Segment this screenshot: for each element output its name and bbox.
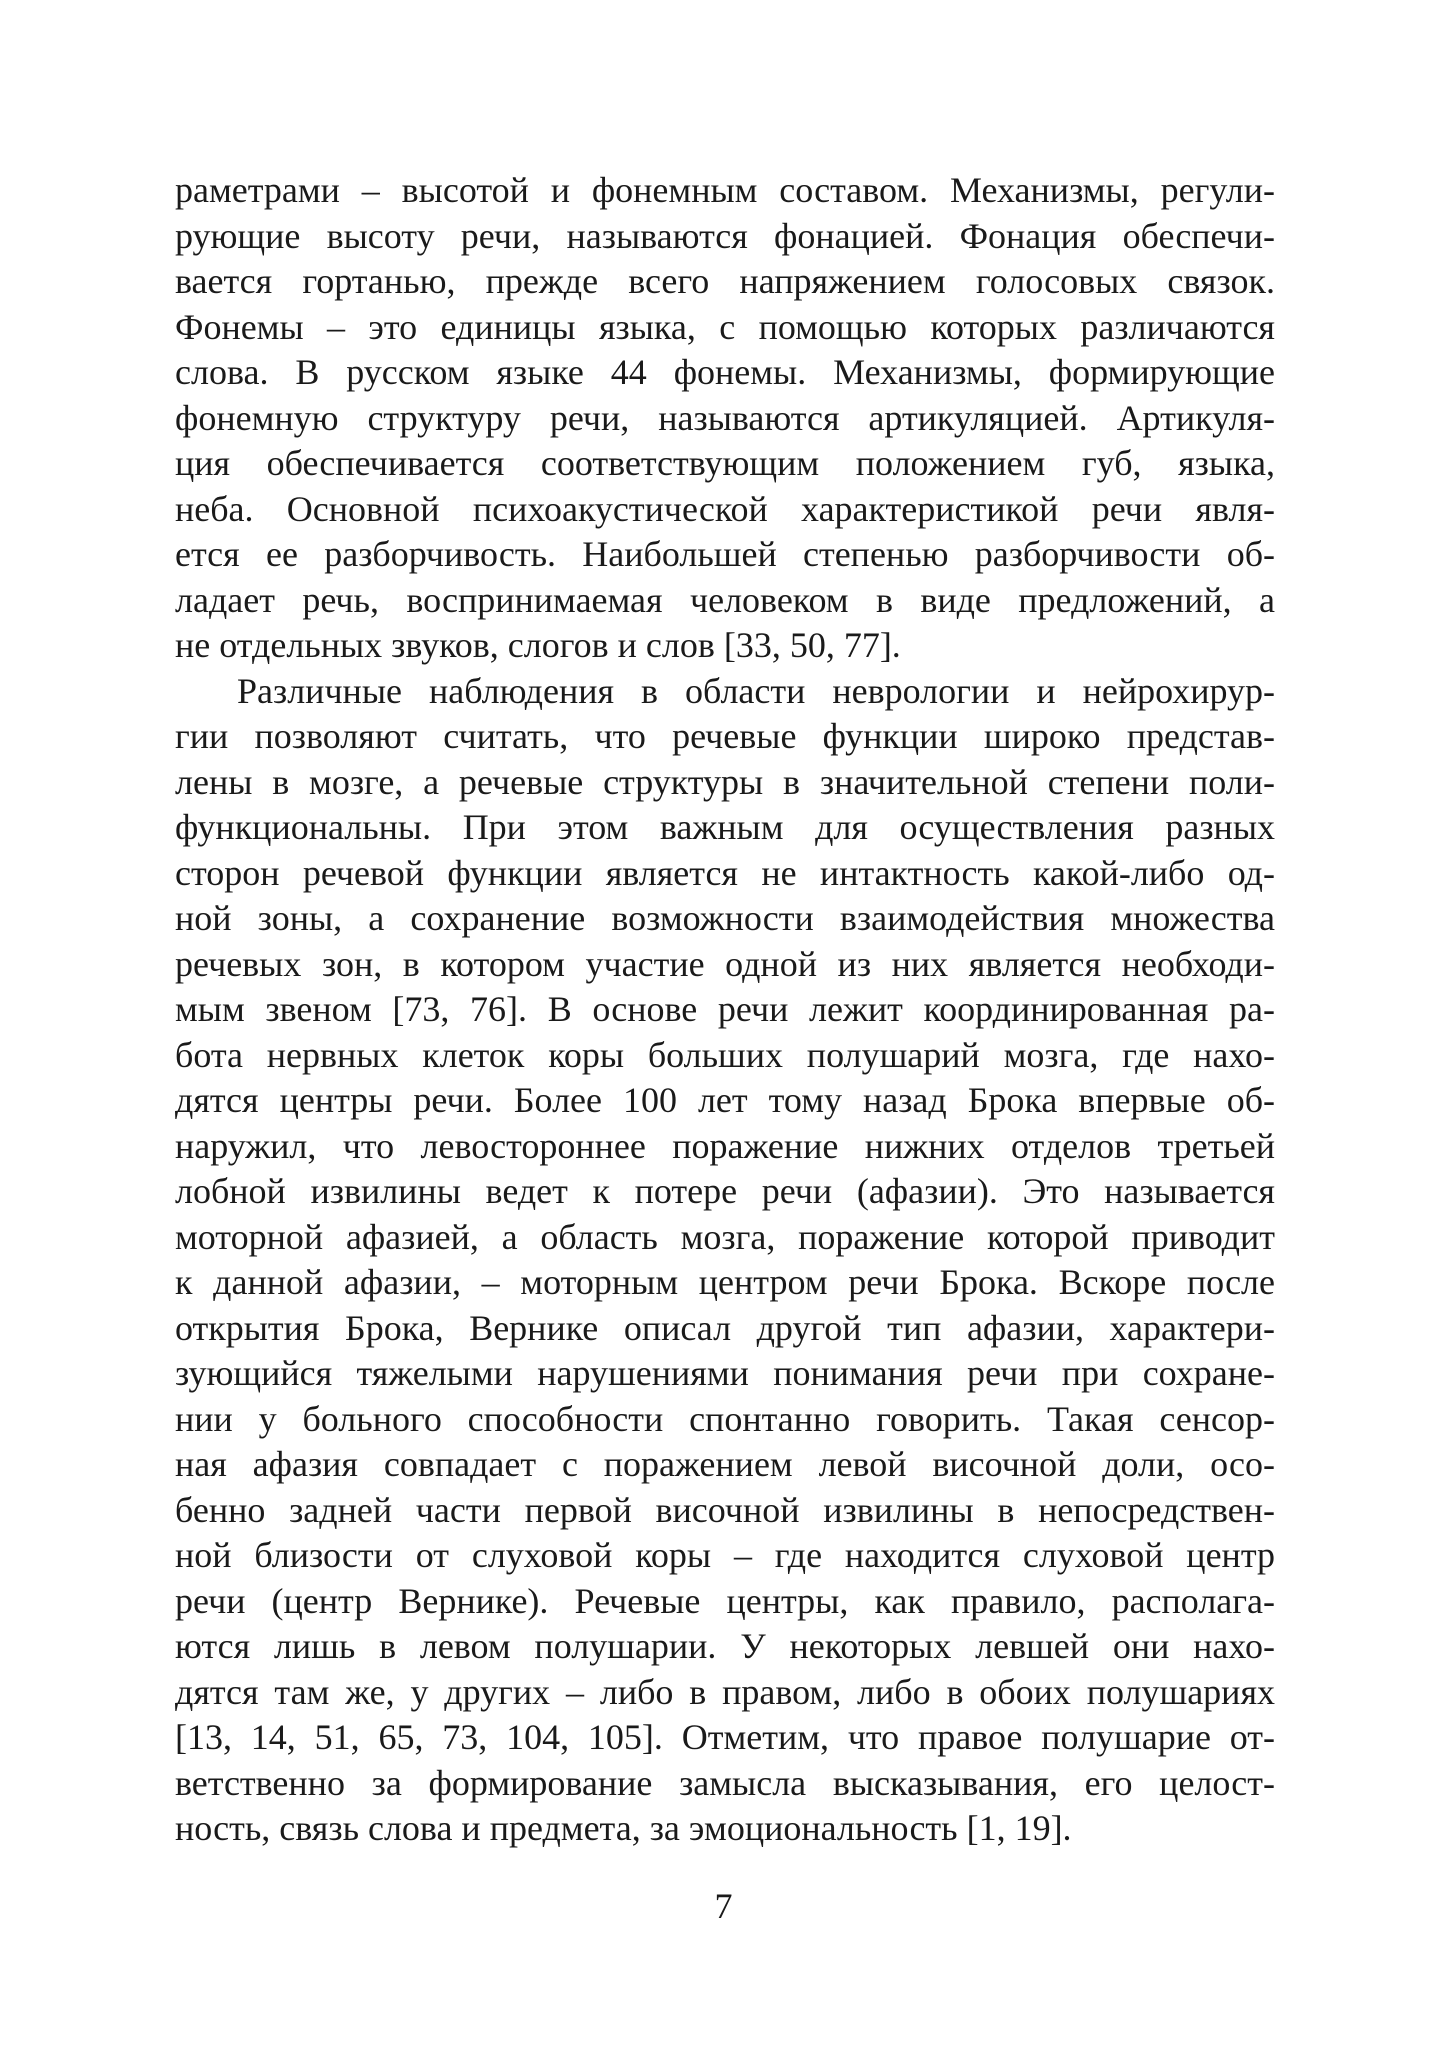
text-line: раметрами – высотой и фонемным составом. Механизмы, регули- bbox=[175, 170, 1275, 210]
text-line: ция обеспечивается соответствующим положением губ, языка, bbox=[175, 443, 1275, 483]
text-line: ной зоны, а сохранение возможности взаимодействия множества bbox=[175, 898, 1275, 938]
text-line: вается гортанью, прежде всего напряжением голосовых связок. bbox=[175, 261, 1275, 301]
text-line: лобной извилины ведет к потере речи (афазии). Это называется bbox=[175, 1171, 1275, 1211]
text-line: ность, связь слова и предмета, за эмоциональность [1, 19]. bbox=[175, 1808, 1072, 1848]
text-line: слова. В русском языке 44 фонемы. Механизмы, формирующие bbox=[175, 352, 1275, 392]
text-line: функциональны. При этом важным для осуществления разных bbox=[175, 807, 1275, 847]
text-line: ной близости от слуховой коры – где находится слуховой центр bbox=[175, 1535, 1275, 1575]
text-line: сторон речевой функции является не интактность какой-либо од- bbox=[175, 852, 1275, 893]
text-line: к данной афазии, – моторным центром речи Брока. Вскоре после bbox=[175, 1262, 1275, 1302]
text-line: мым звеном [73, 76]. В основе речи лежит координированная ра- bbox=[175, 989, 1275, 1029]
text-line: ная афазия совпадает с поражением левой височной доли, осо- bbox=[175, 1444, 1275, 1484]
paragraph bbox=[175, 168, 1275, 669]
text-line: открытия Брока, Вернике описал другой тип афазии, характери- bbox=[175, 1307, 1275, 1348]
text-line: ется ее разборчивость. Наибольшей степенью разборчивости об- bbox=[175, 534, 1275, 574]
body-text bbox=[175, 168, 1275, 1852]
text-line: моторной афазией, а область мозга, поражение которой приводит bbox=[175, 1216, 1275, 1257]
text-line: дятся центры речи. Более 100 лет тому назад Брока впервые об- bbox=[175, 1080, 1275, 1120]
text-line: неба. Основной психоакустической характеристикой речи явля- bbox=[175, 488, 1275, 529]
paragraph bbox=[175, 669, 1275, 1852]
text-line: бота нервных клеток коры больших полушарий мозга, где нахо- bbox=[175, 1034, 1275, 1075]
text-line: гии позволяют считать, что речевые функции широко представ- bbox=[175, 716, 1275, 756]
text-line: ветственно за формирование замысла высказывания, его целост- bbox=[175, 1762, 1275, 1803]
page-number: 7 bbox=[714, 1886, 733, 1926]
text-line: Фонемы – это единицы языка, с помощью которых различаются bbox=[175, 306, 1275, 347]
text-line: речевых зон, в котором участие одной из них является необходи- bbox=[175, 943, 1275, 984]
text-line: ются лишь в левом полушарии. У некоторых левшей они нахо- bbox=[175, 1626, 1275, 1666]
text-line: фонемную структуру речи, называются артикуляцией. Артикуля- bbox=[175, 397, 1275, 438]
text-line: рующие высоту речи, называются фонацией. Фонация обеспечи- bbox=[175, 215, 1275, 256]
text-line: наружил, что левостороннее поражение нижних отделов третьей bbox=[175, 1125, 1275, 1166]
text-line: речи (центр Вернике). Речевые центры, как правило, располага- bbox=[175, 1580, 1275, 1621]
text-line: зующийся тяжелыми нарушениями понимания речи при сохране- bbox=[175, 1353, 1275, 1393]
text-line: дятся там же, у других – либо в правом, либо в обоих полушариях bbox=[175, 1671, 1275, 1712]
text-line: бенно задней части первой височной извилины в непосредствен- bbox=[175, 1489, 1275, 1530]
text-line: [13, 14, 51, 65, 73, 104, 105]. Отметим, что правое полушарие от- bbox=[175, 1717, 1275, 1757]
text-line: ладает речь, воспринимаемая человеком в виде предложений, а bbox=[175, 579, 1275, 620]
text-line: Различные наблюдения в области неврологии и нейрохирур- bbox=[237, 670, 1275, 711]
text-line: нии у больного способности спонтанно говорить. Такая сенсор- bbox=[175, 1398, 1275, 1439]
text-line: лены в мозге, а речевые структуры в значительной степени поли- bbox=[175, 761, 1275, 802]
text-line: не отдельных звуков, слогов и слов [33, 50, 77]. bbox=[175, 625, 901, 665]
